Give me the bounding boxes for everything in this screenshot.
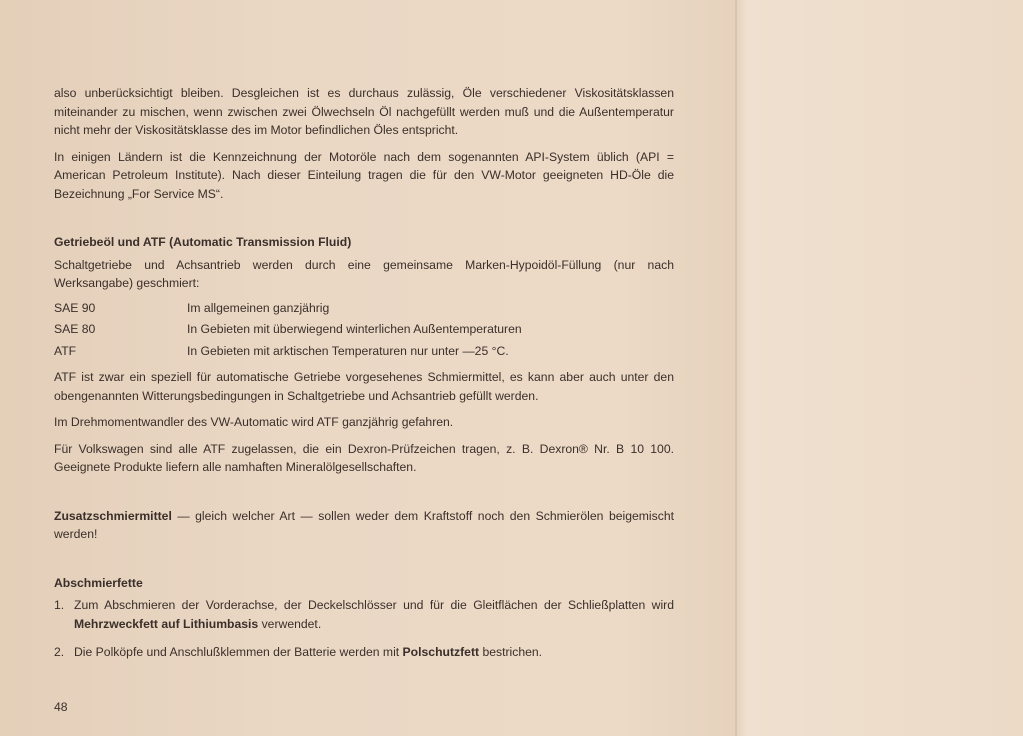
list-item [54, 596, 674, 633]
sae-code: SAE 80 [54, 322, 96, 336]
sae-row [54, 342, 674, 361]
list-item [54, 643, 674, 662]
list-text-pre: Die Polköpfe und Anschlußklemmen der Batterie werden mit [74, 645, 403, 659]
intro-paragraph-2: In einigen Ländern ist die Kennzeichnung der Motoröle nach dem sogenannten API-System üblich (API = American Petroleum Institute). Nach dieser Einteilung tragen die für den VW-Motor geeigneten HD-Öle die Bezeichnung „For Service MS“. [54, 149, 674, 201]
getriebe-heading: Getriebeöl und ATF (Automatic Transmission Fluid) [54, 235, 352, 249]
list-text-post: verwendet. [258, 616, 322, 631]
zusatz-paragraph [54, 507, 674, 544]
getriebe-paragraph-2: ATF ist zwar ein speziell für automatische Getriebe vorgesehenes Schmiermittel, es kann aber auch unter den obengenannten Witterungsbedingungen in Schaltgetriebe und Achsantrieb gefüllt werden. [54, 370, 674, 403]
sae-code: SAE 90 [54, 300, 96, 315]
page-number: 48 [54, 700, 68, 714]
getriebe-paragraph-4: Für Volkswagen sind alle ATF zugelassen, die ein Dexron-Prüfzeichen tragen, z. B. Dexron® Nr. B 10 100. Geeignete Produkte liefern alle namhaften Mineralölgesellschaften. [54, 441, 674, 474]
sae-description: Im allgemeinen ganzjährig [187, 300, 330, 315]
list-text-bold: Mehrzweckfett auf Lithiumbasis [74, 616, 259, 631]
abschmier-list [54, 596, 674, 662]
zusatz-bold-term: Zusatzschmiermittel [54, 508, 172, 523]
zusatz-text: — gleich welcher Art — sollen weder dem Kraftstoff noch den Schmierölen beigemischt werden! [54, 508, 674, 541]
page-fold [735, 0, 737, 736]
list-number: 2. [54, 645, 65, 659]
list-text [74, 596, 674, 633]
intro-paragraph-1: also unberücksichtigt bleiben. Desgleichen ist es durchaus zulässig, Öle verschiedener Viskositätsklassen miteinander zu mischen, wenn zwischen zwei Ölwechseln Öl nachgefüllt werden muß und die Außentemperatur nicht mehr der Viskositätsklasse des im Motor befindlichen Öles entspricht. [54, 86, 674, 137]
list-text [74, 643, 674, 662]
list-text-pre: Zum Abschmieren der Vorderachse, der Deckelschlösser und für die Gleitflächen der Schließplatten wird [74, 598, 674, 612]
getriebe-paragraph-3: Im Drehmomentwandler des VW-Automatic wird ATF ganzjährig gefahren. [54, 415, 454, 429]
sae-description: In Gebieten mit arktischen Temperaturen nur unter —25 °C. [187, 343, 509, 358]
list-text-post: bestrichen. [479, 645, 543, 659]
abschmier-heading: Abschmierfette [54, 575, 143, 590]
sae-description: In Gebieten mit überwiegend winterlichen Außentemperaturen [187, 322, 522, 336]
getriebe-paragraph-1: Schaltgetriebe und Achsantrieb werden durch eine gemeinsame Marken-Hypoidöl-Füllung (nur nach Werksangabe) geschmiert: [54, 257, 674, 290]
sae-code: ATF [54, 343, 77, 358]
sae-row [54, 299, 674, 318]
list-number: 1. [54, 598, 65, 612]
sae-row [54, 320, 674, 339]
list-text-bold: Polschutzfett [402, 645, 480, 659]
document-body [54, 84, 674, 672]
sae-table [54, 299, 674, 361]
